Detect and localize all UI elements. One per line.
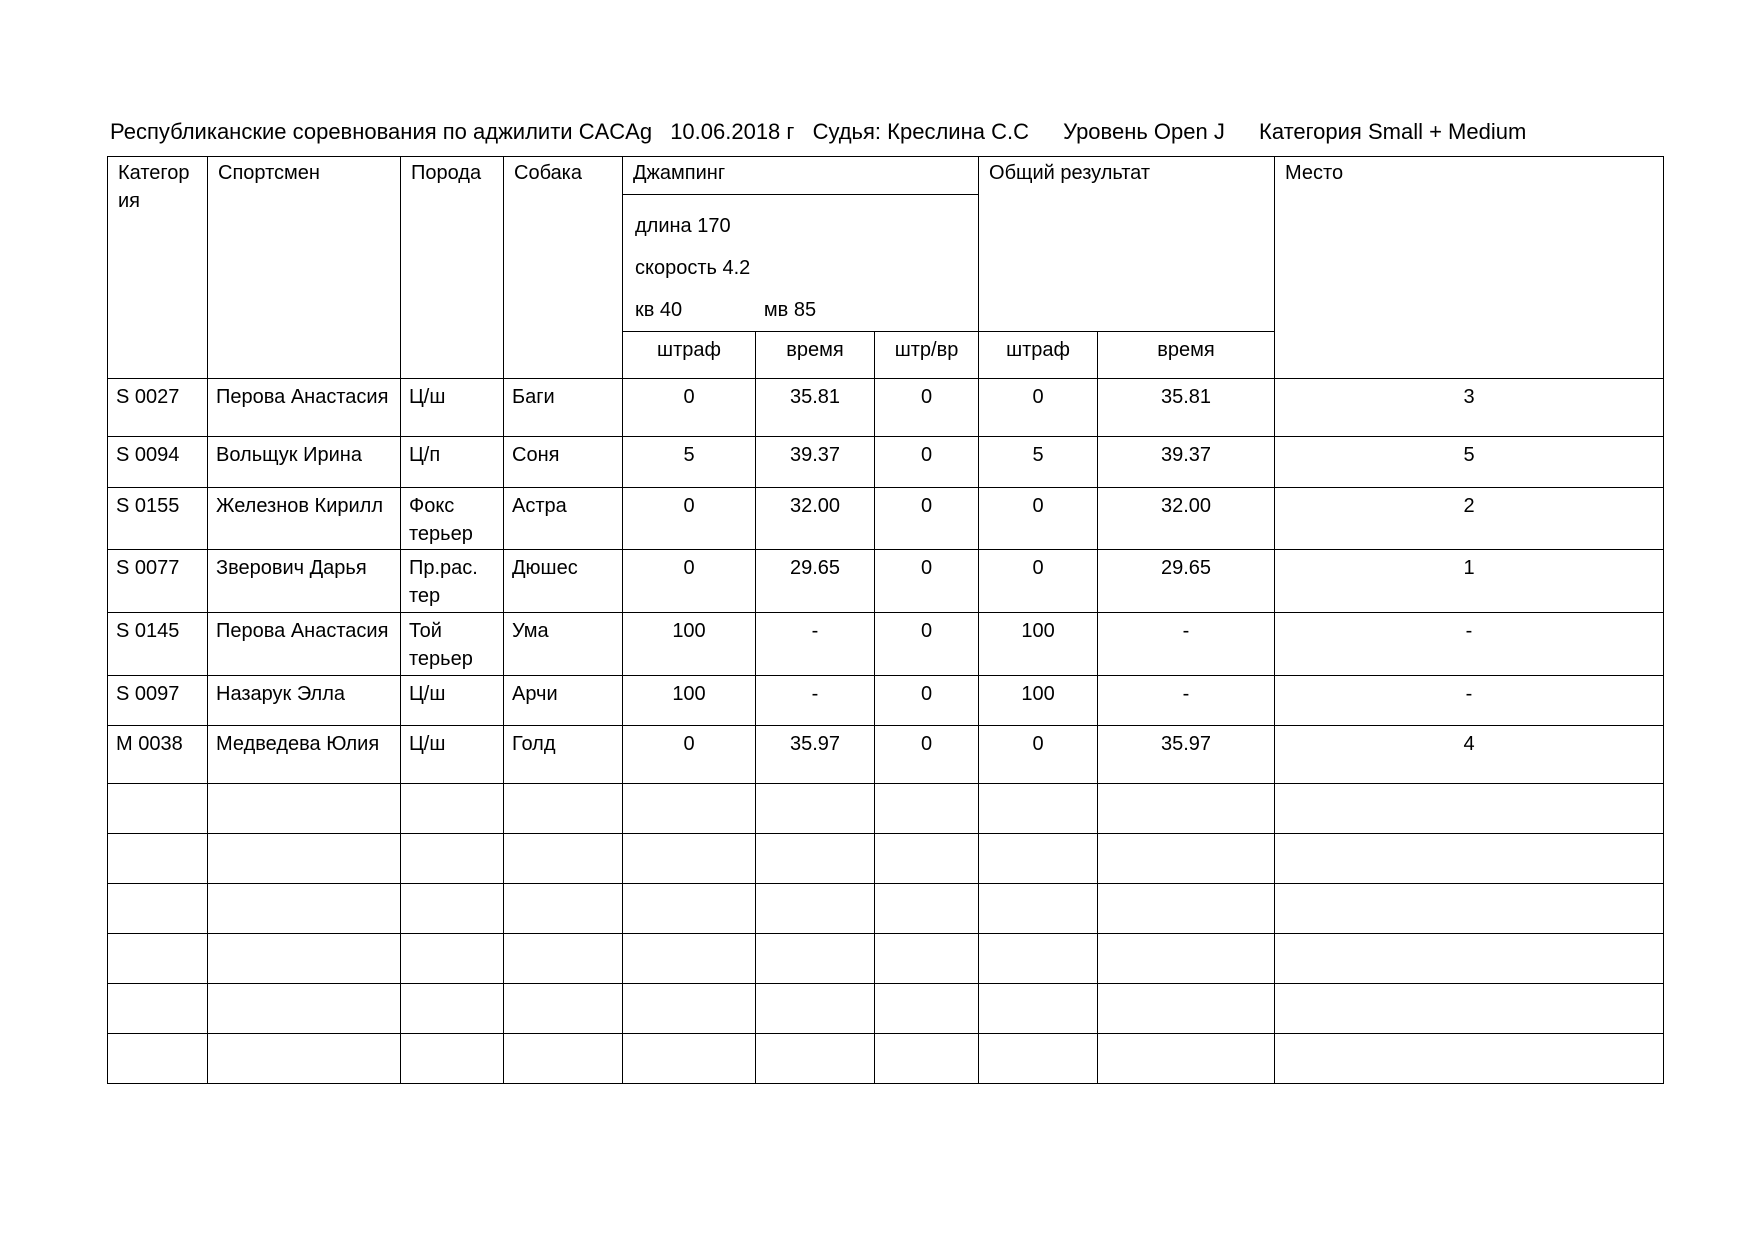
- empty-row: [108, 884, 1664, 934]
- cell-place: 4: [1275, 726, 1664, 784]
- empty-cell: [623, 984, 756, 1034]
- cell-category: S 0155: [108, 488, 208, 550]
- empty-cell: [401, 834, 504, 884]
- cell-category: S 0077: [108, 550, 208, 613]
- subheader-penalty: штраф: [623, 332, 756, 379]
- empty-cell: [623, 934, 756, 984]
- empty-cell: [401, 884, 504, 934]
- cell-category: S 0094: [108, 437, 208, 488]
- empty-cell: [979, 784, 1098, 834]
- empty-cell: [875, 884, 979, 934]
- empty-row: [108, 1034, 1664, 1084]
- cell-total-penalty: 5: [979, 437, 1098, 488]
- empty-cell: [623, 884, 756, 934]
- cell-athlete: Железнов Кирилл: [208, 488, 401, 550]
- cell-pen-time: 0: [875, 437, 979, 488]
- cell-category: S 0097: [108, 676, 208, 726]
- col-header-jumping: Джампинг: [623, 157, 979, 195]
- empty-cell: [401, 784, 504, 834]
- table-row: [108, 488, 1664, 550]
- empty-cell: [108, 934, 208, 984]
- header-row: [108, 157, 1664, 195]
- empty-cell: [875, 984, 979, 1034]
- cell-time: 29.65: [756, 550, 875, 613]
- cell-place: 2: [1275, 488, 1664, 550]
- col-header-category: Категор ия: [108, 157, 208, 379]
- cell-breed: Ц/ш: [401, 379, 504, 437]
- cell-place: 1: [1275, 550, 1664, 613]
- empty-row: [108, 834, 1664, 884]
- cell-penalty: 0: [623, 379, 756, 437]
- cell-time: 32.00: [756, 488, 875, 550]
- empty-cell: [401, 984, 504, 1034]
- cell-place: 3: [1275, 379, 1664, 437]
- empty-cell: [1275, 1034, 1664, 1084]
- table-row: [108, 379, 1664, 437]
- cell-pen-time: 0: [875, 379, 979, 437]
- col-header-total: Общий результат: [979, 157, 1275, 332]
- empty-row: [108, 984, 1664, 1034]
- course-limits: [635, 289, 978, 331]
- empty-cell: [1098, 834, 1275, 884]
- empty-cell: [875, 834, 979, 884]
- empty-cell: [756, 984, 875, 1034]
- cell-dog: Баги: [504, 379, 623, 437]
- cell-time: -: [756, 676, 875, 726]
- empty-cell: [504, 1034, 623, 1084]
- empty-cell: [875, 1034, 979, 1084]
- cell-total-penalty: 0: [979, 379, 1098, 437]
- empty-row: [108, 934, 1664, 984]
- empty-cell: [504, 984, 623, 1034]
- empty-cell: [1098, 984, 1275, 1034]
- empty-cell: [108, 834, 208, 884]
- cell-dog: Астра: [504, 488, 623, 550]
- col-header-athlete: Спортсмен: [208, 157, 401, 379]
- empty-cell: [1275, 884, 1664, 934]
- results-table: [107, 156, 1664, 1084]
- cell-breed: Пр.рас. тер: [401, 550, 504, 613]
- cell-total-penalty: 100: [979, 613, 1098, 676]
- cell-place: -: [1275, 676, 1664, 726]
- cell-place: 5: [1275, 437, 1664, 488]
- cell-time: 35.81: [756, 379, 875, 437]
- cell-total-time: 35.81: [1098, 379, 1275, 437]
- empty-cell: [1275, 984, 1664, 1034]
- subheader-pen-time: штр/вр: [875, 332, 979, 379]
- subheader-total-penalty: штраф: [979, 332, 1098, 379]
- table-row: [108, 613, 1664, 676]
- cell-place: -: [1275, 613, 1664, 676]
- cell-dog: Соня: [504, 437, 623, 488]
- empty-cell: [623, 834, 756, 884]
- empty-cell: [756, 934, 875, 984]
- cell-penalty: 100: [623, 676, 756, 726]
- empty-cell: [979, 1034, 1098, 1084]
- empty-cell: [108, 884, 208, 934]
- cell-athlete: Назарук Элла: [208, 676, 401, 726]
- cell-breed: Ц/ш: [401, 726, 504, 784]
- cell-total-time: -: [1098, 613, 1275, 676]
- table-row: [108, 726, 1664, 784]
- empty-cell: [401, 1034, 504, 1084]
- cell-total-penalty: 0: [979, 488, 1098, 550]
- subheader-total-time: время: [1098, 332, 1275, 379]
- empty-cell: [208, 834, 401, 884]
- empty-cell: [1275, 834, 1664, 884]
- cell-dog: Голд: [504, 726, 623, 784]
- judge: Судья: Креслина С.С: [812, 119, 1029, 144]
- empty-cell: [401, 934, 504, 984]
- event-name: Республиканские соревнования по аджилити CACAg: [110, 119, 653, 144]
- empty-cell: [208, 934, 401, 984]
- cell-dog: Арчи: [504, 676, 623, 726]
- course-kv: кв 40: [635, 299, 683, 321]
- course-speed: скорость 4.2: [635, 257, 751, 279]
- cell-total-time: 35.97: [1098, 726, 1275, 784]
- course-mv: мв 85: [763, 299, 817, 321]
- cell-pen-time: 0: [875, 676, 979, 726]
- cell-total-penalty: 100: [979, 676, 1098, 726]
- table-row: [108, 437, 1664, 488]
- empty-cell: [108, 784, 208, 834]
- cell-category: M 0038: [108, 726, 208, 784]
- cell-athlete: Вольщук Ирина: [208, 437, 401, 488]
- empty-cell: [1098, 934, 1275, 984]
- category-label: Категория Small + Medium: [1259, 119, 1527, 144]
- empty-cell: [875, 784, 979, 834]
- empty-cell: [756, 1034, 875, 1084]
- cell-time: 39.37: [756, 437, 875, 488]
- cell-dog: Ума: [504, 613, 623, 676]
- empty-cell: [1098, 784, 1275, 834]
- cell-total-time: 29.65: [1098, 550, 1275, 613]
- cell-penalty: 100: [623, 613, 756, 676]
- table-row: [108, 550, 1664, 613]
- col-header-place: Место: [1275, 157, 1664, 379]
- cell-category: S 0027: [108, 379, 208, 437]
- empty-cell: [623, 1034, 756, 1084]
- cell-breed: Ц/п: [401, 437, 504, 488]
- empty-cell: [1098, 884, 1275, 934]
- document-title: [110, 119, 1538, 145]
- col-header-breed: Порода: [401, 157, 504, 379]
- cell-athlete: Перова Анастасия: [208, 613, 401, 676]
- empty-cell: [208, 984, 401, 1034]
- table-row: [108, 676, 1664, 726]
- col-header-dog: Собака: [504, 157, 623, 379]
- cell-athlete: Медведева Юлия: [208, 726, 401, 784]
- cell-breed: Той терьер: [401, 613, 504, 676]
- cell-pen-time: 0: [875, 726, 979, 784]
- empty-cell: [756, 834, 875, 884]
- empty-cell: [108, 1034, 208, 1084]
- event-date: 10.06.2018 г: [670, 119, 795, 144]
- cell-penalty: 5: [623, 437, 756, 488]
- cell-pen-time: 0: [875, 550, 979, 613]
- empty-cell: [504, 784, 623, 834]
- empty-cell: [979, 834, 1098, 884]
- cell-category: S 0145: [108, 613, 208, 676]
- cell-athlete: Перова Анастасия: [208, 379, 401, 437]
- cell-penalty: 0: [623, 488, 756, 550]
- cell-athlete: Зверович Дарья: [208, 550, 401, 613]
- empty-row: [108, 784, 1664, 834]
- cell-dog: Дюшес: [504, 550, 623, 613]
- empty-cell: [108, 984, 208, 1034]
- cell-time: -: [756, 613, 875, 676]
- empty-cell: [208, 884, 401, 934]
- cell-total-time: 32.00: [1098, 488, 1275, 550]
- cell-total-penalty: 0: [979, 726, 1098, 784]
- course-params: [623, 195, 979, 332]
- empty-cell: [979, 934, 1098, 984]
- empty-cell: [1275, 934, 1664, 984]
- empty-cell: [756, 884, 875, 934]
- empty-cell: [979, 984, 1098, 1034]
- cell-pen-time: 0: [875, 488, 979, 550]
- cell-breed: Ц/ш: [401, 676, 504, 726]
- cell-time: 35.97: [756, 726, 875, 784]
- empty-cell: [1275, 784, 1664, 834]
- subheader-time: время: [756, 332, 875, 379]
- empty-cell: [504, 834, 623, 884]
- cell-penalty: 0: [623, 726, 756, 784]
- cell-total-penalty: 0: [979, 550, 1098, 613]
- level: Уровень Open J: [1063, 119, 1225, 144]
- empty-cell: [756, 784, 875, 834]
- empty-cell: [208, 784, 401, 834]
- empty-cell: [504, 934, 623, 984]
- empty-cell: [979, 884, 1098, 934]
- empty-cell: [623, 784, 756, 834]
- empty-cell: [875, 934, 979, 984]
- empty-cell: [504, 884, 623, 934]
- cell-total-time: -: [1098, 676, 1275, 726]
- cell-pen-time: 0: [875, 613, 979, 676]
- empty-cell: [1098, 1034, 1275, 1084]
- empty-cell: [208, 1034, 401, 1084]
- course-length: длина 170: [635, 215, 731, 237]
- cell-penalty: 0: [623, 550, 756, 613]
- cell-breed: Фокс терьер: [401, 488, 504, 550]
- cell-total-time: 39.37: [1098, 437, 1275, 488]
